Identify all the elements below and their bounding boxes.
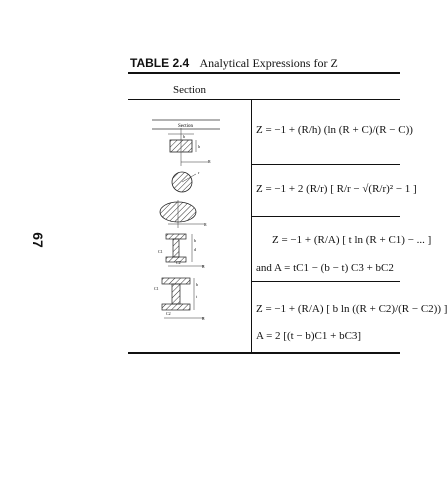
top-rule [128, 72, 400, 74]
t-section [158, 234, 205, 269]
ellipse-section [160, 200, 207, 228]
svg-text:R: R [202, 316, 205, 321]
svg-text:t: t [196, 294, 198, 299]
svg-text:C1: C1 [154, 286, 159, 291]
column-divider [251, 99, 252, 354]
svg-text:C1: C1 [158, 249, 163, 254]
table-number: TABLE 2.4 [130, 56, 190, 70]
formula-circle: Z = −1 + 2 (R/r) [ R/r − √(R/r)² − 1 ] [256, 183, 417, 195]
formula-rectangle: Z = −1 + (R/h) (ln (R + C)/(R − C)) [256, 124, 413, 136]
page-number: 67 [29, 232, 46, 248]
table-caption [130, 56, 338, 71]
formula-i-section: Z = −1 + (R/A) [ b ln ((R + C2)/(R − C2)) ] [256, 303, 447, 315]
circle-section [172, 170, 200, 192]
header-rule [128, 99, 400, 100]
formula-t-section-area: and A = tC1 − (b − t) C3 + bC2 [256, 262, 394, 274]
column-header-section: Section [173, 84, 206, 96]
svg-text:b: b [196, 282, 198, 287]
i-section [154, 278, 205, 321]
formula-i-section-area: A = 2 [(t − b)C1 + bC3] [256, 330, 362, 342]
row-divider [251, 281, 400, 282]
thumb-header: Section [178, 124, 193, 129]
rectangle-section [168, 128, 211, 166]
svg-text:R: R [204, 222, 207, 227]
svg-text:h: h [198, 144, 200, 149]
section-figures [148, 118, 224, 348]
svg-text:b: b [183, 134, 185, 139]
row-divider [251, 216, 400, 217]
svg-text:C2: C2 [176, 260, 181, 265]
svg-text:r: r [198, 170, 200, 175]
bottom-rule [128, 352, 400, 354]
row-divider [251, 164, 400, 165]
svg-text:R: R [208, 159, 211, 164]
svg-text:b: b [194, 238, 196, 243]
formula-t-section: Z = −1 + (R/A) [ t ln (R + C1) − ... ] [272, 234, 432, 246]
table-title: Analytical Expressions for Z [199, 56, 338, 70]
svg-text:C2: C2 [166, 311, 171, 316]
svg-text:R: R [202, 264, 205, 269]
svg-text:d: d [194, 247, 196, 252]
